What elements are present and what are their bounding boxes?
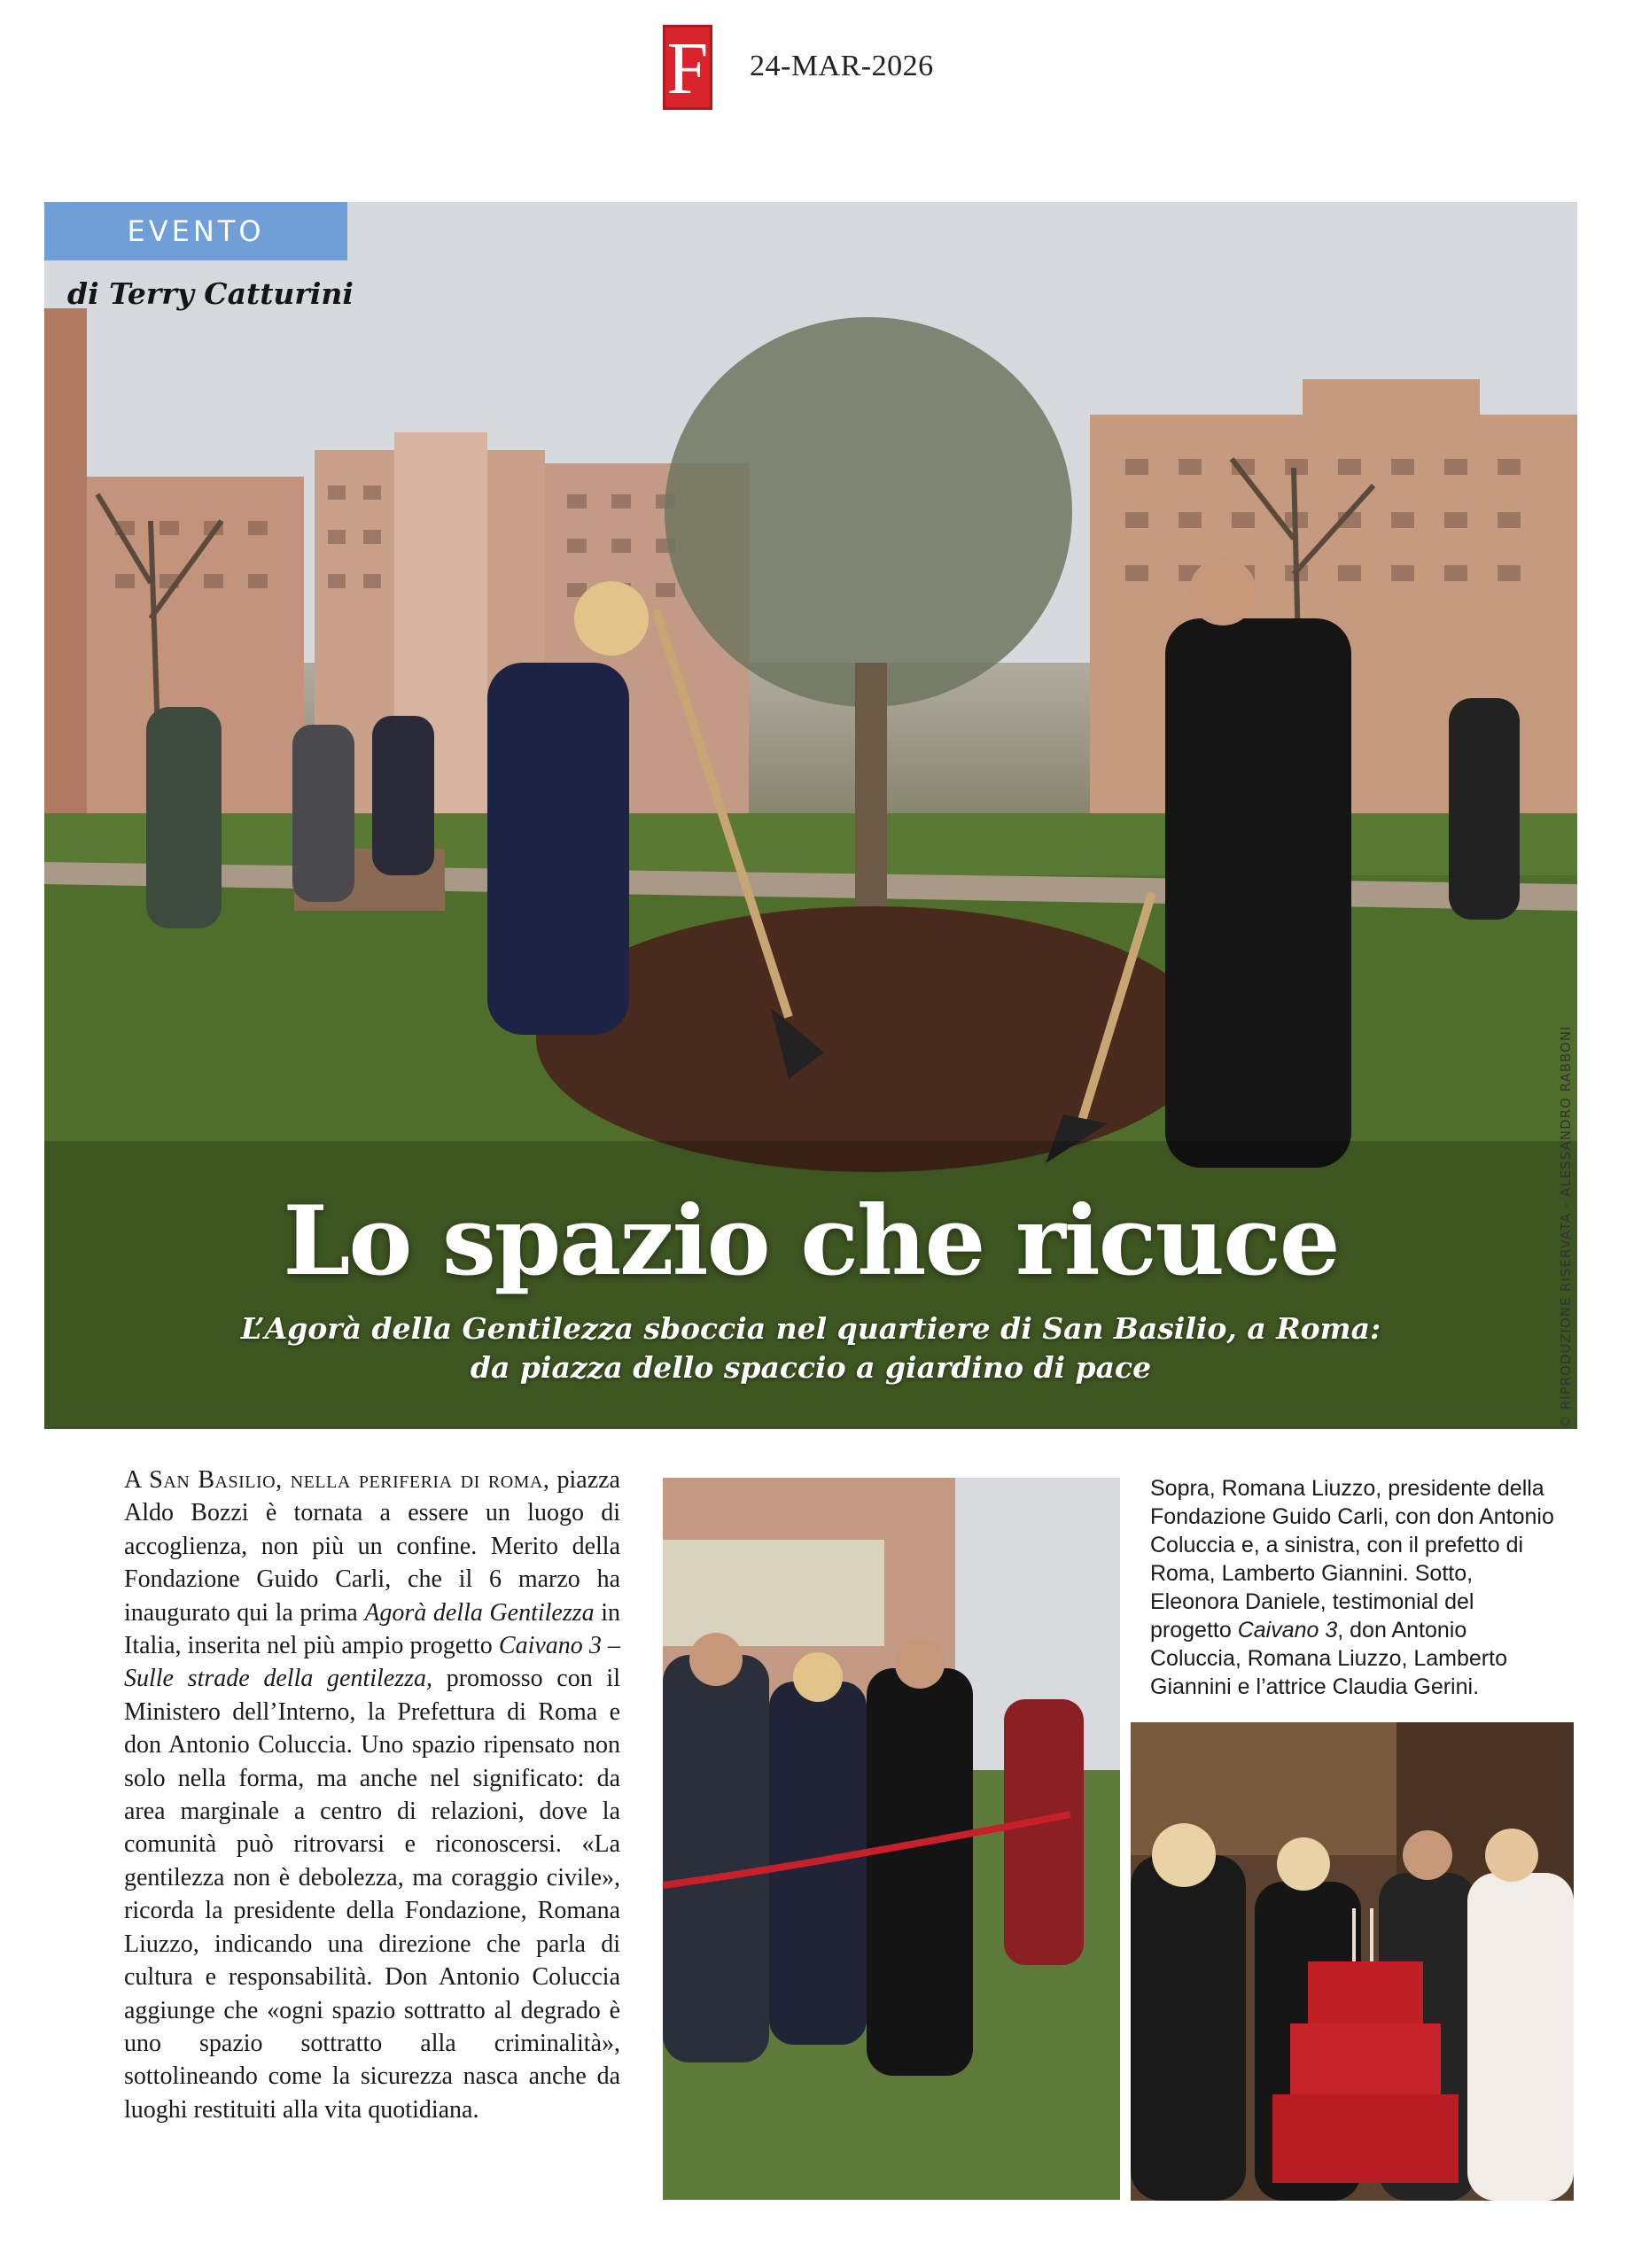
- magazine-logo: F: [663, 25, 712, 110]
- headline: Lo spazio che ricuce: [283, 1185, 1339, 1297]
- body-text-3: promosso con il Ministero dell’Interno, la Prefettura di Roma e don Antonio Coluccia. Uno spazio ripensato non solo nella forma, ma anche nel significato: da area marginale a centro di relazioni, dove la comunità può ritrovarsi e riconoscersi. «La gentilezza non è debolezza, ma coraggio civile», ricorda la presidente della Fondazione, Romana Liuzzo, indicando una direzione che parla di cultura e responsabilità. Don Antonio Coluccia aggiunge che «ogni spazio sottratto al degrado è uno spazio sottratto alla criminalità», sottolineando come la sicurezza nasca anche da luoghi restituiti alla vita quotidiana.: [124, 1665, 620, 2124]
- body-italic-2: Caivano 3 – Sulle strade della gentilezza,: [124, 1632, 620, 1693]
- deck: [44, 1309, 1577, 1387]
- photo-caption: [1150, 1474, 1558, 1701]
- ribbon-cutting-photo: [663, 1478, 1120, 2200]
- body-text-1: , piazza Aldo Bozzi è tornata a essere un luogo di accoglienza, non più un confine. Merito della Fondazione Guido Carli, che il 6 marzo ha inaugurato qui la prima: [124, 1466, 620, 1627]
- lead-in: A San Basilio, nella periferia di roma: [124, 1466, 543, 1494]
- section-tag: EVENTO: [44, 202, 347, 260]
- deck-line-2: da piazza dello spaccio a giardino di pace: [470, 1350, 1152, 1385]
- deck-line-1: L’Agorà della Gentilezza sboccia nel quartiere di San Basilio, a Roma:: [240, 1311, 1381, 1346]
- caption-text-2: , don Antonio Coluccia, Romana Liuzzo, Lamberto Giannini e l’attrice Claudia Gerini.: [1150, 1618, 1507, 1699]
- caption-text-1: Sopra, Romana Liuzzo, presidente della Fondazione Guido Carli, con don Antonio Coluccia e, a sinistra, con il prefetto di Roma, Lamberto Giannini. Sotto, Eleonora Daniele, testimonial del progetto: [1150, 1476, 1554, 1643]
- photo-credit: © RIPRODUZIONE RISERVATA - ALESSANDRO RABBONI: [1558, 1025, 1574, 1429]
- issue-date: 24-MAR-2026: [750, 50, 934, 82]
- caption-italic: Caivano 3: [1237, 1618, 1338, 1643]
- hero-photo: [44, 202, 1577, 1429]
- article-body: [124, 1464, 620, 2126]
- byline: di Terry Catturini: [67, 276, 354, 311]
- body-text-2: in Italia, inserita nel più ampio progetto: [124, 1598, 620, 1660]
- body-italic-1: Agorà della Gentilezza: [364, 1598, 595, 1627]
- page-header: [0, 25, 1626, 113]
- cake-cutting-photo: [1131, 1722, 1574, 2201]
